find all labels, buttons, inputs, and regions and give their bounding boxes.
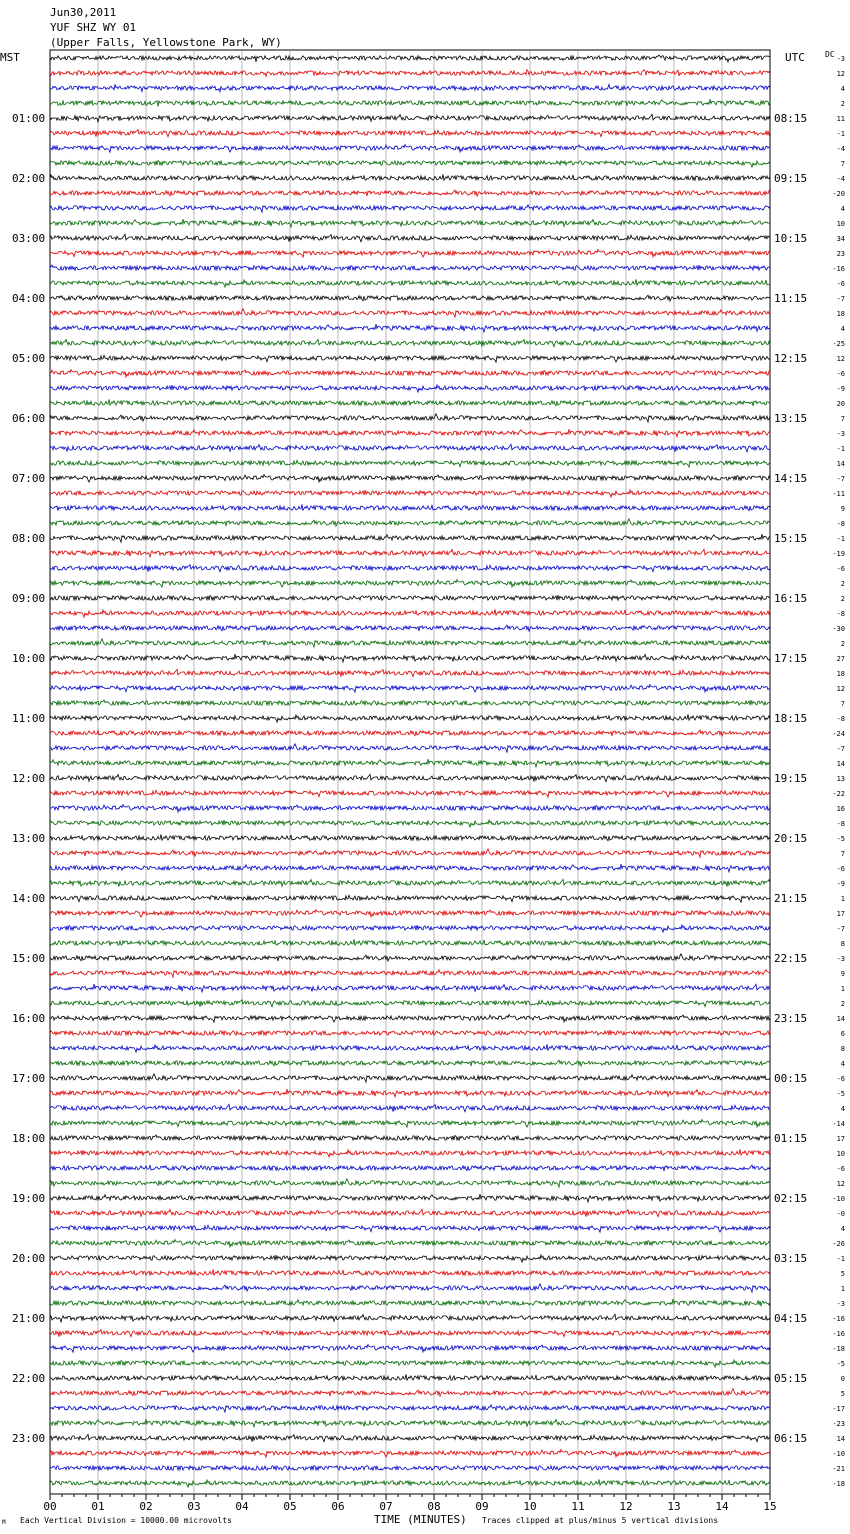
trace-row-2 [50, 84, 770, 92]
dc-offset-value: 7 [840, 415, 845, 423]
dc-offset-value: -14 [832, 1120, 845, 1128]
dc-offset-value: 8 [840, 940, 845, 948]
x-tick-label: 10 [523, 1500, 537, 1513]
trace-row-31 [50, 519, 770, 526]
trace-row-88 [50, 1374, 770, 1380]
trace-row-77 [50, 1209, 770, 1216]
mst-hour-label: 03:00 [12, 232, 46, 245]
mst-hour-label: 04:00 [12, 292, 46, 305]
x-tick-label: 01 [91, 1500, 105, 1513]
x-tick-label: 06 [331, 1500, 345, 1513]
trace-row-33 [50, 549, 770, 557]
dc-offset-value: 27 [836, 655, 845, 663]
dc-offset-value: -24 [832, 730, 845, 738]
utc-hour-label: 12:15 [774, 352, 808, 365]
trace-rows [50, 55, 770, 1487]
mst-hour-label: 02:00 [12, 172, 46, 185]
trace-row-74 [50, 1165, 770, 1171]
trace-row-94 [50, 1465, 770, 1470]
trace-row-85 [50, 1330, 770, 1337]
dc-offset-value: 9 [840, 505, 845, 513]
dc-offset-value: -9 [836, 385, 845, 393]
dc-offset-value: -21 [832, 1465, 845, 1473]
mst-hour-labels [12, 112, 45, 1445]
dc-offset-value: 16 [836, 805, 845, 813]
trace-row-37 [50, 609, 770, 617]
dc-offset-value: -20 [832, 190, 845, 198]
trace-row-78 [50, 1225, 770, 1232]
mst-hour-label: 06:00 [12, 412, 46, 425]
x-tick-label: 07 [379, 1500, 393, 1513]
mst-hour-label: 05:00 [12, 352, 46, 365]
trace-row-80 [50, 1255, 770, 1262]
dc-offset-value: 1 [840, 985, 845, 993]
utc-hour-label: 20:15 [774, 832, 808, 845]
x-tick-label: 12 [619, 1500, 633, 1513]
dc-offset-value: -17 [832, 1405, 845, 1413]
dc-offset-value: -7 [836, 295, 845, 303]
x-tick-label: 14 [715, 1500, 729, 1513]
mst-hour-label: 08:00 [12, 532, 46, 545]
utc-hour-label: 04:15 [774, 1312, 808, 1325]
trace-row-62 [50, 984, 770, 992]
mst-hour-label: 13:00 [12, 832, 46, 845]
dc-offset-value: 6 [840, 1030, 845, 1038]
dc-offset-value: -3 [836, 430, 845, 438]
trace-row-65 [50, 1030, 770, 1035]
dc-offset-value: 13 [836, 775, 845, 783]
utc-hour-label: 19:15 [774, 772, 808, 785]
utc-hour-label: 06:15 [774, 1432, 808, 1445]
dc-offset-value: -1 [836, 1255, 845, 1263]
utc-hour-label: 02:15 [774, 1192, 808, 1205]
trace-row-3 [50, 99, 770, 106]
dc-offset-value: 20 [836, 400, 845, 408]
trace-row-57 [50, 910, 770, 917]
trace-row-89 [50, 1389, 770, 1396]
trace-row-63 [50, 1000, 770, 1007]
trace-row-56 [50, 895, 770, 902]
mst-hour-label: 22:00 [12, 1372, 46, 1385]
utc-hour-label: 00:15 [774, 1072, 808, 1085]
trace-row-40 [50, 654, 770, 662]
clip-note: Traces clipped at plus/minus 5 vertical divisions [482, 1516, 719, 1525]
dc-offset-value: -25 [832, 340, 845, 348]
x-axis-title: TIME (MINUTES) [374, 1513, 467, 1526]
dc-offset-value: 12 [836, 1180, 845, 1188]
dc-offset-value: 14 [836, 760, 845, 768]
dc-offset-value: 10 [836, 220, 845, 228]
trace-row-47 [50, 759, 770, 767]
mst-hour-label: 14:00 [12, 892, 46, 905]
dc-offset-value: -1 [836, 535, 845, 543]
mst-axis-label: MST [0, 51, 20, 64]
trace-row-87 [50, 1360, 770, 1367]
mst-hour-label: 09:00 [12, 592, 46, 605]
dc-offset-value: -8 [836, 820, 845, 828]
trace-row-0 [50, 55, 770, 62]
trace-row-54 [50, 864, 770, 872]
dc-offset-value: 4 [840, 85, 845, 93]
dc-offset-value: -16 [832, 265, 845, 273]
utc-hour-label: 22:15 [774, 952, 808, 965]
mst-hour-label: 18:00 [12, 1132, 46, 1145]
dc-offset-value: -18 [832, 1345, 845, 1353]
dc-offset-value: 14 [836, 1015, 845, 1023]
dc-offset-value: 34 [836, 235, 845, 243]
trace-row-13 [50, 250, 770, 258]
trace-row-8 [50, 174, 770, 180]
trace-row-53 [50, 849, 770, 857]
dc-offset-value: -8 [836, 610, 845, 618]
utc-hour-label: 15:15 [774, 532, 808, 545]
dc-offset-value: -23 [832, 1420, 845, 1428]
trace-row-91 [50, 1419, 770, 1427]
trace-row-79 [50, 1240, 770, 1247]
trace-row-41 [50, 669, 770, 676]
mst-hour-label: 19:00 [12, 1192, 46, 1205]
trace-row-55 [50, 879, 770, 886]
dc-offset-value: -22 [832, 790, 845, 798]
x-tick-label: 09 [475, 1500, 489, 1513]
dc-offset-value: -4 [836, 175, 845, 183]
utc-hour-label: 01:15 [774, 1132, 808, 1145]
dc-offset-value: -4 [836, 145, 845, 153]
dc-offset-value: 4 [840, 1225, 845, 1233]
dc-offset-value: -16 [832, 1330, 845, 1338]
dc-offset-value: 8 [840, 1045, 845, 1053]
minute-grid [98, 50, 722, 1494]
trace-row-21 [50, 370, 770, 377]
trace-row-9 [50, 189, 770, 196]
trace-row-36 [50, 595, 770, 600]
trace-row-17 [50, 309, 770, 317]
dc-offset-value: 1 [840, 895, 845, 903]
dc-offset-value: 14 [836, 460, 845, 468]
dc-offset-value: 5 [840, 1390, 845, 1398]
x-tick-label: 02 [139, 1500, 153, 1513]
dc-offset-value: -1 [836, 130, 845, 138]
trace-row-35 [50, 580, 770, 588]
x-tick-label: 13 [667, 1500, 681, 1513]
dc-offset-value: 12 [836, 70, 845, 78]
trace-row-29 [50, 490, 770, 497]
utc-hour-label: 18:15 [774, 712, 808, 725]
dc-offset-value: -9 [836, 880, 845, 888]
trace-row-39 [50, 639, 770, 647]
trace-row-46 [50, 744, 770, 752]
trace-row-75 [50, 1179, 770, 1187]
trace-row-32 [50, 534, 770, 542]
trace-row-66 [50, 1044, 770, 1052]
mst-hour-label: 17:00 [12, 1072, 46, 1085]
dc-offset-value: 4 [840, 1105, 845, 1113]
trace-row-82 [50, 1284, 770, 1292]
dc-offset-value: 4 [840, 325, 845, 333]
dc-offset-value: 9 [840, 970, 845, 978]
trace-row-42 [50, 685, 770, 693]
trace-row-14 [50, 265, 770, 270]
trace-row-10 [50, 205, 770, 212]
dc-offset-value: 2 [840, 595, 845, 603]
x-tick-label: 11 [571, 1500, 585, 1513]
dc-offset-value: -6 [836, 370, 845, 378]
trace-row-7 [50, 160, 770, 167]
dc-offset-value: -7 [836, 475, 845, 483]
trace-row-26 [50, 444, 770, 451]
dc-offset-value: 7 [840, 160, 845, 168]
dc-offset-value: 10 [836, 1150, 845, 1158]
dc-offset-value: -8 [836, 520, 845, 528]
dc-offset-value: -3 [836, 1300, 845, 1308]
dc-offset-value: -5 [836, 835, 845, 843]
mst-hour-label: 15:00 [12, 952, 46, 965]
utc-hour-label: 11:15 [774, 292, 808, 305]
trace-row-61 [50, 970, 770, 977]
trace-row-69 [50, 1089, 770, 1097]
dc-offset-value: -3 [836, 55, 845, 63]
dc-offset-value: 4 [840, 1060, 845, 1068]
trace-row-93 [50, 1450, 770, 1458]
trace-row-4 [50, 114, 770, 122]
dc-offset-value: -8 [836, 715, 845, 723]
dc-offset-value: -19 [832, 550, 845, 558]
dc-offset-value: 0 [840, 1375, 845, 1383]
trace-row-84 [50, 1314, 770, 1322]
utc-hour-label: 17:15 [774, 652, 808, 665]
dc-offset-value: 1 [840, 1285, 845, 1293]
trace-row-59 [50, 939, 770, 945]
trace-row-58 [50, 925, 770, 932]
dc-offset-value: 17 [836, 910, 845, 918]
dc-offset-value: -7 [836, 745, 845, 753]
mst-hour-label: 10:00 [12, 652, 46, 665]
trace-row-48 [50, 774, 770, 781]
dc-offset-value: -3 [836, 955, 845, 963]
trace-row-27 [50, 460, 770, 467]
dc-offset-value: 18 [836, 670, 845, 678]
mst-hour-label: 21:00 [12, 1312, 46, 1325]
dc-offset-value: -11 [832, 490, 845, 498]
utc-hour-label: 03:15 [774, 1252, 808, 1265]
dc-offset-value: 12 [836, 355, 845, 363]
dc-offset-value: -6 [836, 865, 845, 873]
utc-hour-label: 21:15 [774, 892, 808, 905]
trace-row-44 [50, 714, 770, 722]
x-tick-label: 04 [235, 1500, 249, 1513]
utc-hour-label: 14:15 [774, 472, 808, 485]
utc-hour-labels [774, 112, 807, 1445]
mst-hour-label: 12:00 [12, 772, 46, 785]
dc-offset-value: 5 [840, 1270, 845, 1278]
dc-offset-value: -0 [836, 1210, 845, 1218]
dc-offset-value: -10 [832, 1195, 845, 1203]
trace-row-76 [50, 1194, 770, 1202]
dc-offset-value: 4 [840, 205, 845, 213]
trace-row-15 [50, 279, 770, 287]
trace-row-18 [50, 324, 770, 332]
dc-offset-value: -16 [832, 1315, 845, 1323]
trace-row-60 [50, 954, 770, 961]
trace-row-30 [50, 504, 770, 510]
trace-row-92 [50, 1434, 770, 1441]
date-label: Jun30,2011 [50, 6, 117, 19]
trace-row-86 [50, 1345, 770, 1353]
trace-row-45 [50, 730, 770, 736]
utc-hour-label: 13:15 [774, 412, 808, 425]
trace-row-1 [50, 70, 770, 77]
mst-hour-label: 07:00 [12, 472, 46, 485]
corner-mark: M [2, 1519, 6, 1526]
trace-row-24 [50, 414, 770, 422]
scale-note: Each Vertical Division = 10000.00 microvolts [20, 1516, 232, 1525]
trace-row-11 [50, 219, 770, 227]
trace-row-25 [50, 429, 770, 437]
utc-axis-label: UTC [785, 51, 805, 64]
x-tick-label: 03 [187, 1500, 201, 1513]
trace-row-95 [50, 1479, 770, 1487]
dc-offset-value: 2 [840, 1000, 845, 1008]
trace-row-38 [50, 625, 770, 631]
utc-hour-label: 08:15 [774, 112, 808, 125]
mst-hour-label: 16:00 [12, 1012, 46, 1025]
x-axis [43, 1494, 776, 1513]
trace-row-6 [50, 145, 770, 153]
dc-offset-value: -6 [836, 280, 845, 288]
trace-row-73 [50, 1149, 770, 1157]
trace-row-67 [50, 1060, 770, 1066]
dc-offset-value: -5 [836, 1360, 845, 1368]
dc-offset-value: -7 [836, 925, 845, 933]
dc-offset-value: -6 [836, 1165, 845, 1173]
trace-row-52 [50, 834, 770, 840]
dc-offset-value: 18 [836, 310, 845, 318]
mst-hour-label: 11:00 [12, 712, 46, 725]
dc-offset-labels [832, 55, 845, 1488]
dc-offset-value: 2 [840, 640, 845, 648]
dc-offset-value: -26 [832, 1240, 845, 1248]
trace-row-64 [50, 1015, 770, 1023]
trace-row-81 [50, 1269, 770, 1275]
trace-row-23 [50, 399, 770, 406]
trace-row-5 [50, 130, 770, 137]
dc-offset-value: -10 [832, 1450, 845, 1458]
location-label: (Upper Falls, Yellowstone Park, WY) [50, 36, 282, 49]
utc-hour-label: 05:15 [774, 1372, 808, 1385]
utc-hour-label: 16:15 [774, 592, 808, 605]
dc-offset-value: 7 [840, 850, 845, 858]
dc-offset-value: 23 [836, 250, 845, 258]
dc-offset-value: -1 [836, 445, 845, 453]
utc-hour-label: 09:15 [774, 172, 808, 185]
dc-offset-value: 2 [840, 100, 845, 108]
dc-offset-value: -5 [836, 1090, 845, 1098]
dc-offset-value: 17 [836, 1135, 845, 1143]
trace-row-34 [50, 565, 770, 572]
trace-row-49 [50, 790, 770, 797]
trace-row-28 [50, 475, 770, 482]
trace-row-83 [50, 1299, 770, 1306]
trace-row-72 [50, 1135, 770, 1140]
x-tick-label: 05 [283, 1500, 297, 1513]
x-tick-label: 08 [427, 1500, 441, 1513]
trace-row-71 [50, 1120, 770, 1128]
dc-offset-value: 2 [840, 580, 845, 588]
trace-row-68 [50, 1074, 770, 1082]
dc-offset-value: 11 [836, 115, 845, 123]
trace-row-19 [50, 339, 770, 346]
dc-offset-value: -6 [836, 1075, 845, 1083]
trace-row-43 [50, 700, 770, 705]
trace-row-16 [50, 295, 770, 301]
x-tick-label: 15 [763, 1500, 777, 1513]
dc-offset-value: -30 [832, 625, 845, 633]
trace-row-50 [50, 805, 770, 812]
dc-offset-value: -18 [832, 1480, 845, 1488]
utc-hour-label: 23:15 [774, 1012, 808, 1025]
dc-offset-value: 14 [836, 1435, 845, 1443]
x-tick-label: 00 [43, 1500, 57, 1513]
mst-hour-label: 20:00 [12, 1252, 46, 1265]
trace-row-12 [50, 234, 770, 241]
station-label: YUF SHZ WY 01 [50, 21, 137, 34]
mst-hour-label: 01:00 [12, 112, 46, 125]
trace-row-51 [50, 820, 770, 827]
dc-label: DC [825, 50, 835, 59]
utc-hour-label: 10:15 [774, 232, 808, 245]
dc-offset-value: -6 [836, 565, 845, 573]
dc-offset-value: 12 [836, 685, 845, 693]
trace-row-90 [50, 1405, 770, 1412]
trace-row-22 [50, 385, 770, 392]
trace-row-20 [50, 355, 770, 362]
mst-hour-label: 23:00 [12, 1432, 46, 1445]
dc-offset-value: 7 [840, 700, 845, 708]
trace-row-70 [50, 1104, 770, 1111]
